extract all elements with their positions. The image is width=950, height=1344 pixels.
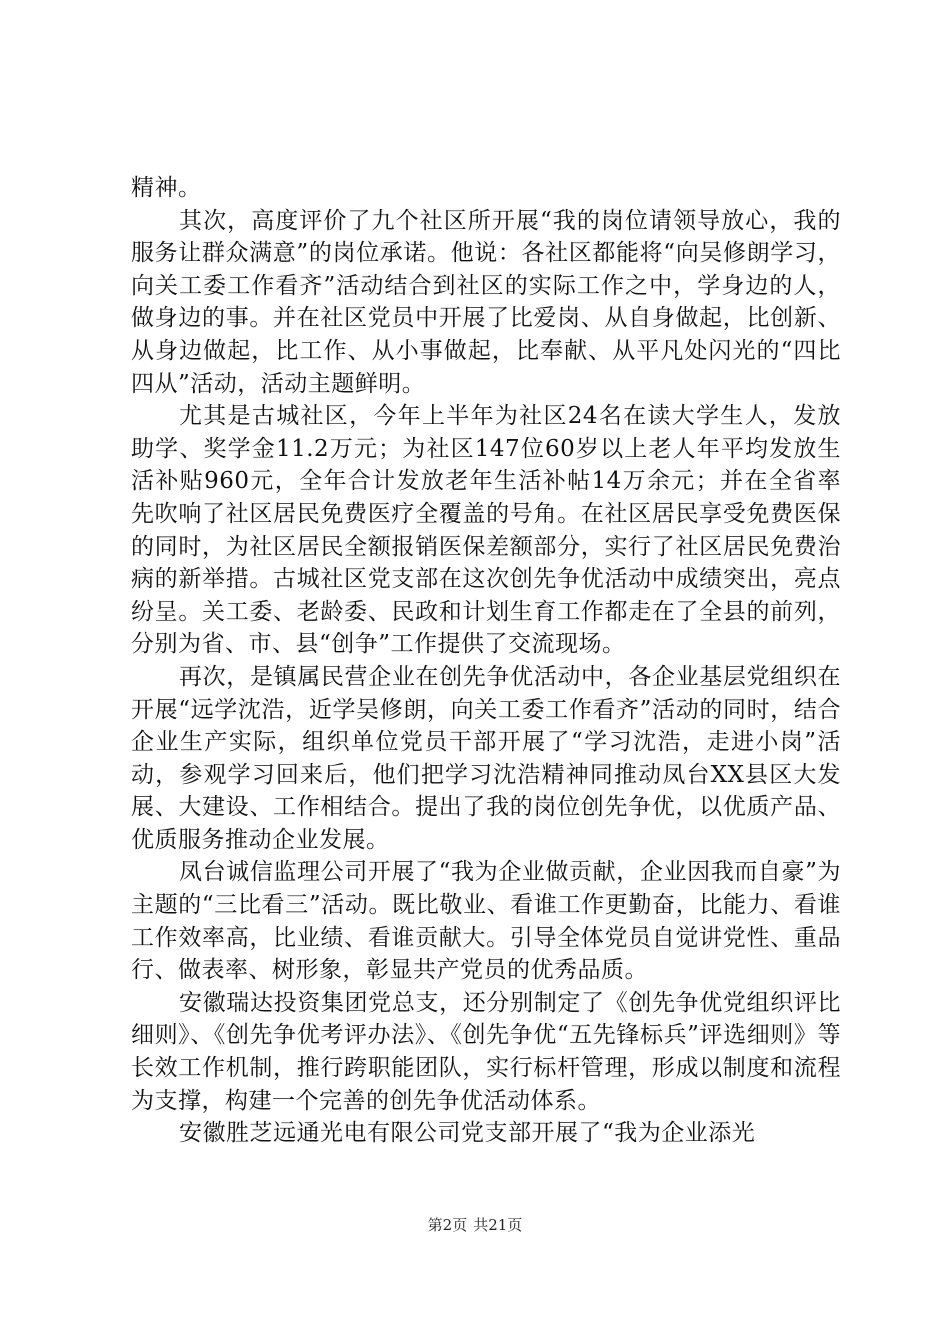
paragraph: 凤台诚信监理公司开展了“我为企业做贡献，企业因我而自豪”为主题的“三比看三”活动。既比敬业、看谁工作更勤奋，比能力、看谁工作效率高，比业绩、看谁贡献大。引导全体党员自觉讲党性、重品行、做表率、树形象，彰显共产党员的优秀品质。 <box>131 859 841 984</box>
paragraph: 其次，高度评价了九个社区所开展“我的岗位请领导放心，我的服务让群众满意”的岗位承诺。他说：各社区都能将“向吴修朗学习，向关工委工作看齐”活动结合到社区的实际工作之中，学身边的人，做身边的事。并在社区党员中开展了比爱岗、从自身做起，比创新、从身边做起，比工作、从小事做起，比奉献、从平凡处闪光的“四比四从”活动，活动主题鲜明。 <box>131 207 841 397</box>
paragraph: 安徽瑞达投资集团党总支，还分别制定了《创先争优党组织评比细则》、《创先争优考评办法》、《创先争优“五先锋标兵”评选细则》等长效工作机制，推行跨职能团队，实行标杆管理，形成以制度和流程为支撑，构建一个完善的创先争优活动体系。 <box>131 989 841 1114</box>
paragraph: 精神。 <box>131 175 202 201</box>
page-footer <box>0 1214 950 1235</box>
paragraph: 尤其是古城社区，今年上半年为社区24名在读大学生人，发放助学、奖学金11.2万元；为社区147位60岁以上老人年平均发放生活补贴960元，全年合计发放老年生活补帖14万余元；并在全省率先吹响了社区居民免费医疗全覆盖的号角。在社区居民享受免费医保的同时，为社区居民全额报销医保差额部分，实行了社区居民免费治病的新举措。古城社区党支部在这次创先争优活动中成绩突出，亮点纷呈。关工委、老龄委、民政和计划生育工作都走在了全县的前列，分别为省、市、县“创争”工作提供了交流现场。 <box>131 403 841 658</box>
paragraph: 再次，是镇属民营企业在创先争优活动中，各企业基层党组织在开展“远学沈浩，近学吴修朗，向关工委工作看齐”活动的同时，结合企业生产实际，组织单位党员干部开展了“学习沈浩，走进小岗”活动，参观学习回来后，他们把学习沈浩精神同推动凤台XX县区大发展、大建设、工作相结合。提出了我的岗位创先争优，以优质产品、优质服务推动企业发展。 <box>131 663 841 853</box>
paragraph: 安徽胜芝远通光电有限公司党支部开展了“我为企业添光 <box>179 1120 756 1147</box>
page-number: 第2页 <box>427 1216 468 1234</box>
page-total: 共21页 <box>473 1216 523 1234</box>
document-body <box>131 172 841 1150</box>
